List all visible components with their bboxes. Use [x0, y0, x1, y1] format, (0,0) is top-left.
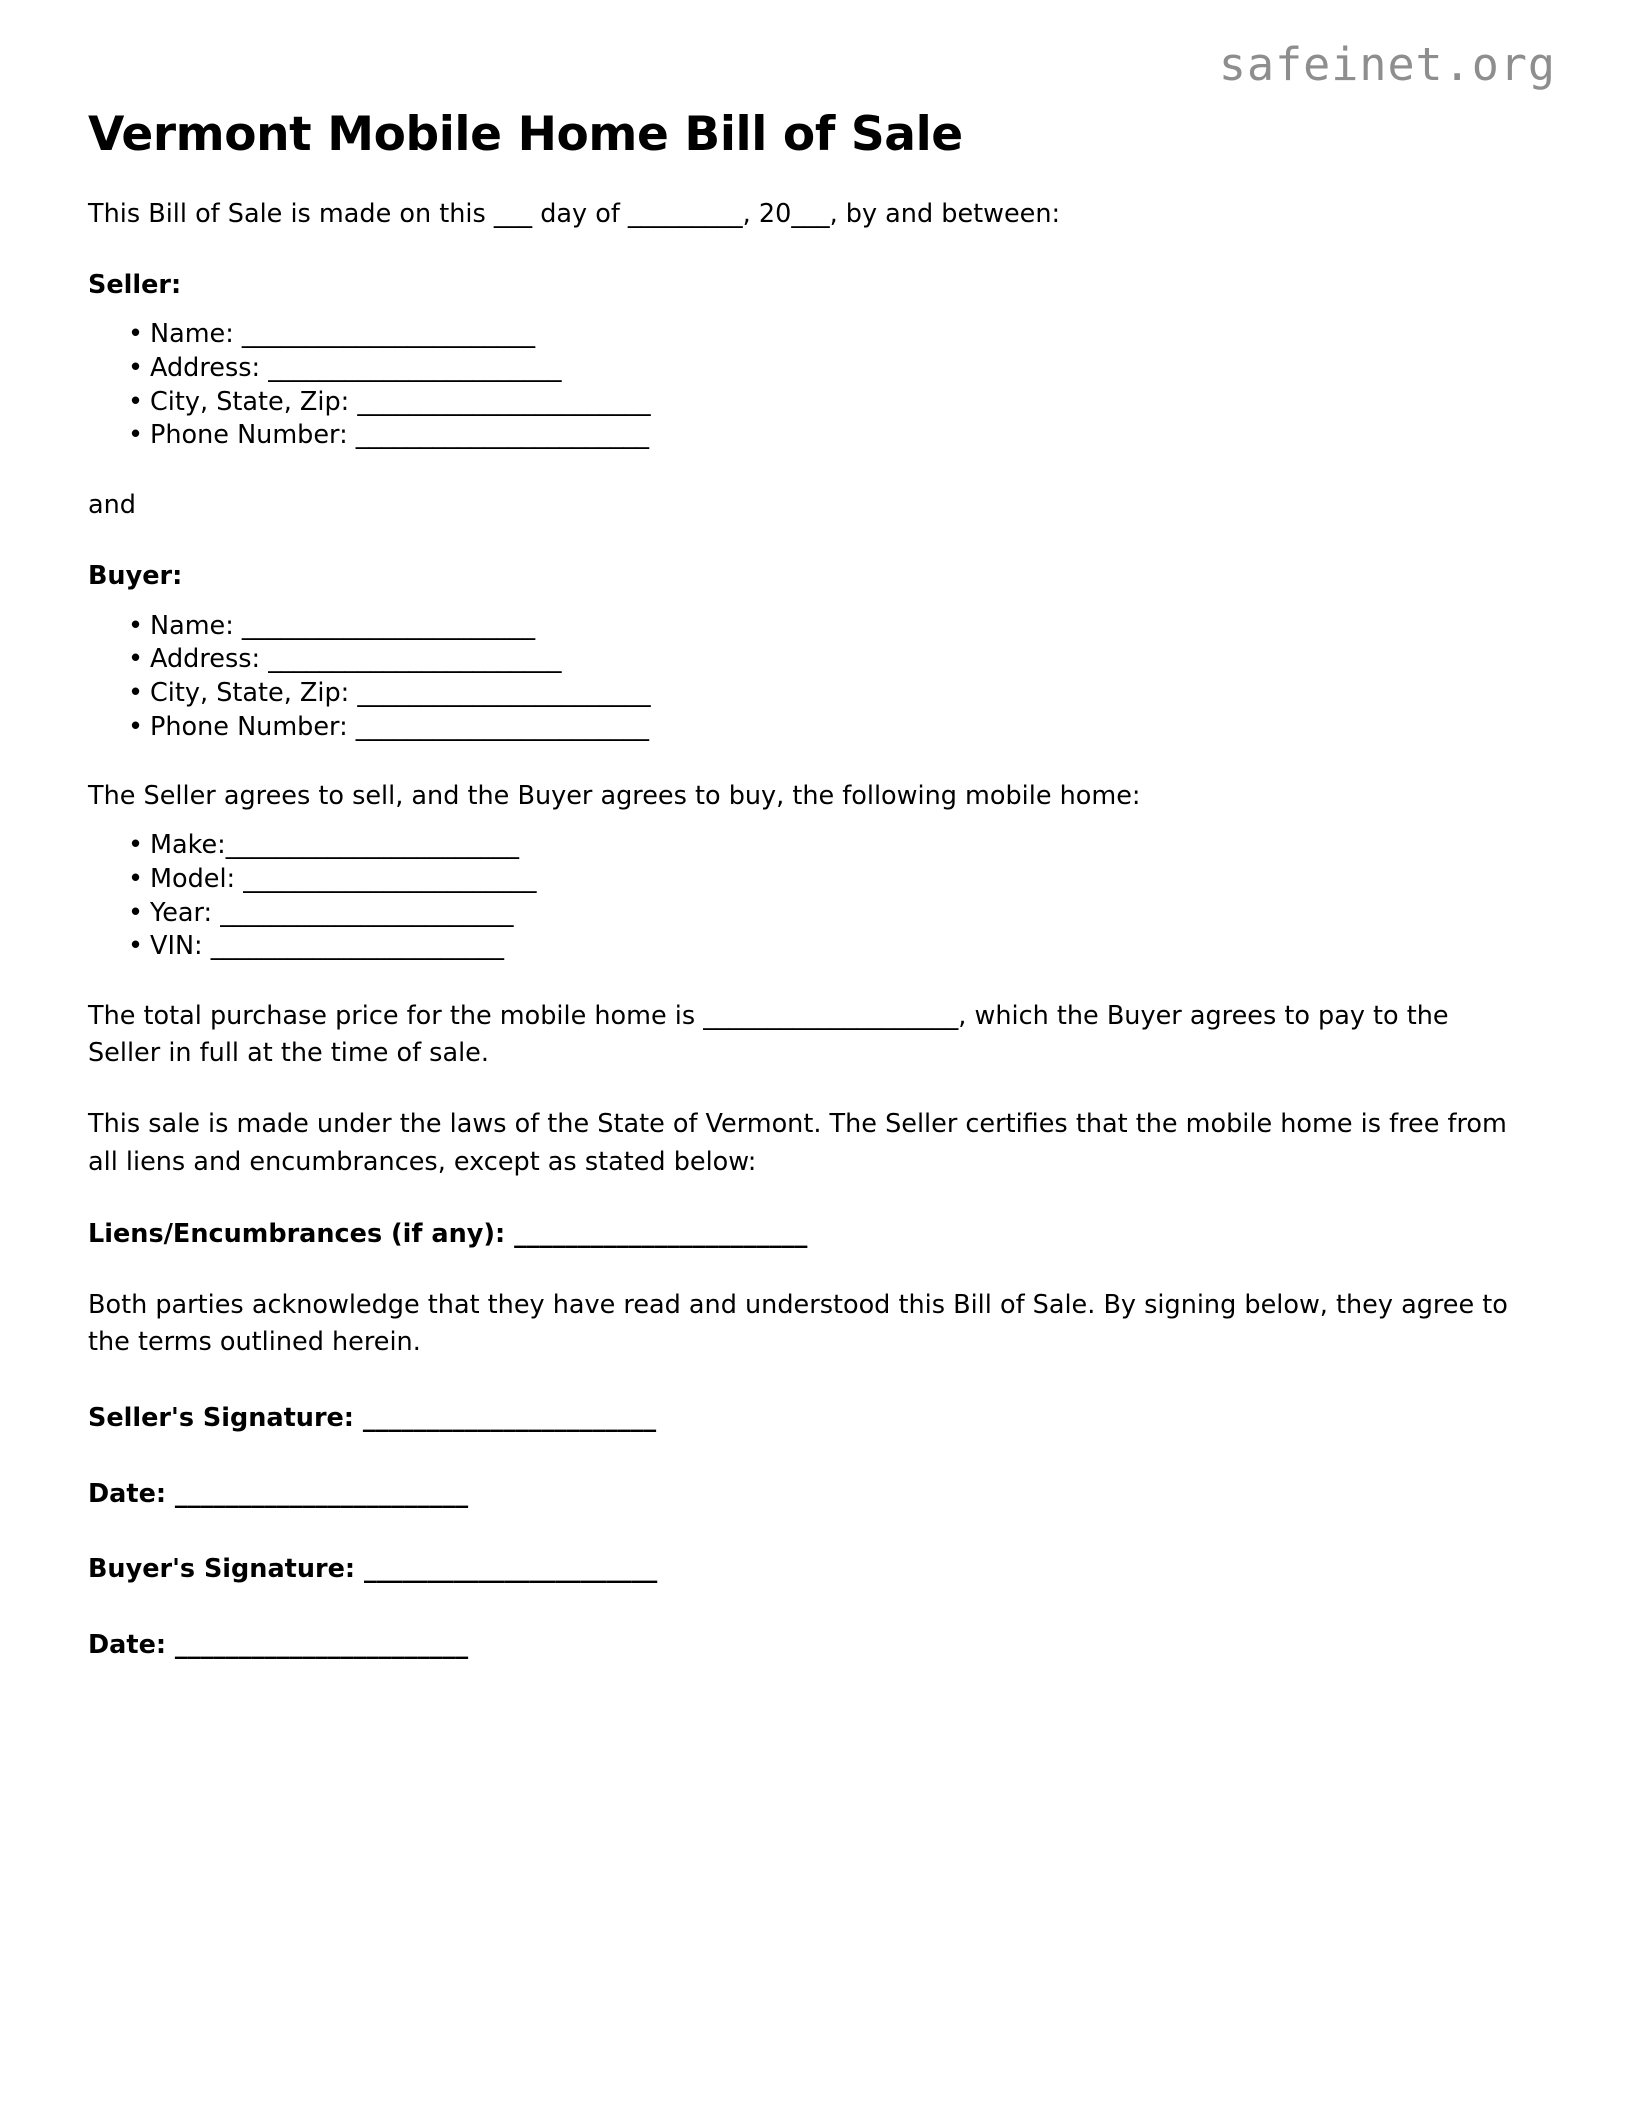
seller-date-line: Date: _______________________ [88, 1478, 469, 1509]
list-item: • VIN: _______________________ [88, 930, 1556, 964]
buyer-signature-line: Buyer's Signature: _______________________ [88, 1554, 658, 1585]
purchase-price-paragraph: The total purchase price for the mobile home is ____________________, which the Buyer agrees to pay to the Seller in full at the time of sale. [88, 1001, 1449, 1069]
list-item: • City, State, Zip: _______________________ [88, 386, 1556, 420]
acknowledgment-paragraph: Both parties acknowledge that they have read and understood this Bill of Sale. By signing below, they agree to the terms outlined herein. [88, 1289, 1508, 1357]
governing-law-paragraph: This sale is made under the laws of the State of Vermont. The Seller certifies that the mobile home is free from all liens and encumbrances, except as stated below: [88, 1109, 1507, 1177]
conjunction-and: and [88, 490, 136, 521]
seller-heading: Seller: [88, 270, 182, 301]
agreement-intro-paragraph: The Seller agrees to sell, and the Buyer agrees to buy, the following mobile home: [88, 781, 1141, 812]
list-item: • Model: _______________________ [88, 863, 1556, 897]
buyer-heading: Buyer: [88, 561, 183, 592]
mobile-home-fields-list [88, 815, 1556, 964]
list-item: • Phone Number: _______________________ [88, 419, 1556, 453]
list-item: • Make:_______________________ [88, 829, 1556, 863]
seller-signature-line: Seller's Signature: _______________________ [88, 1403, 657, 1434]
list-item: • Address: _______________________ [88, 643, 1556, 677]
seller-fields-list [88, 304, 1556, 453]
list-item: • Address: _______________________ [88, 352, 1556, 386]
buyer-date-line: Date: _______________________ [88, 1630, 469, 1661]
list-item: • Name: _______________________ [88, 610, 1556, 644]
liens-encumbrances-line: Liens/Encumbrances (if any): _______________________ [88, 1218, 808, 1249]
site-watermark: safeinet.org [1218, 38, 1556, 91]
intro-paragraph: This Bill of Sale is made on this ___ day of _________, 20___, by and between: [88, 199, 1061, 230]
list-item: • Year: _______________________ [88, 897, 1556, 931]
list-item: • Phone Number: _______________________ [88, 711, 1556, 745]
list-item: • Name: _______________________ [88, 318, 1556, 352]
list-item: • City, State, Zip: _______________________ [88, 677, 1556, 711]
page-title: Vermont Mobile Home Bill of Sale [88, 107, 963, 162]
buyer-fields-list [88, 596, 1556, 745]
